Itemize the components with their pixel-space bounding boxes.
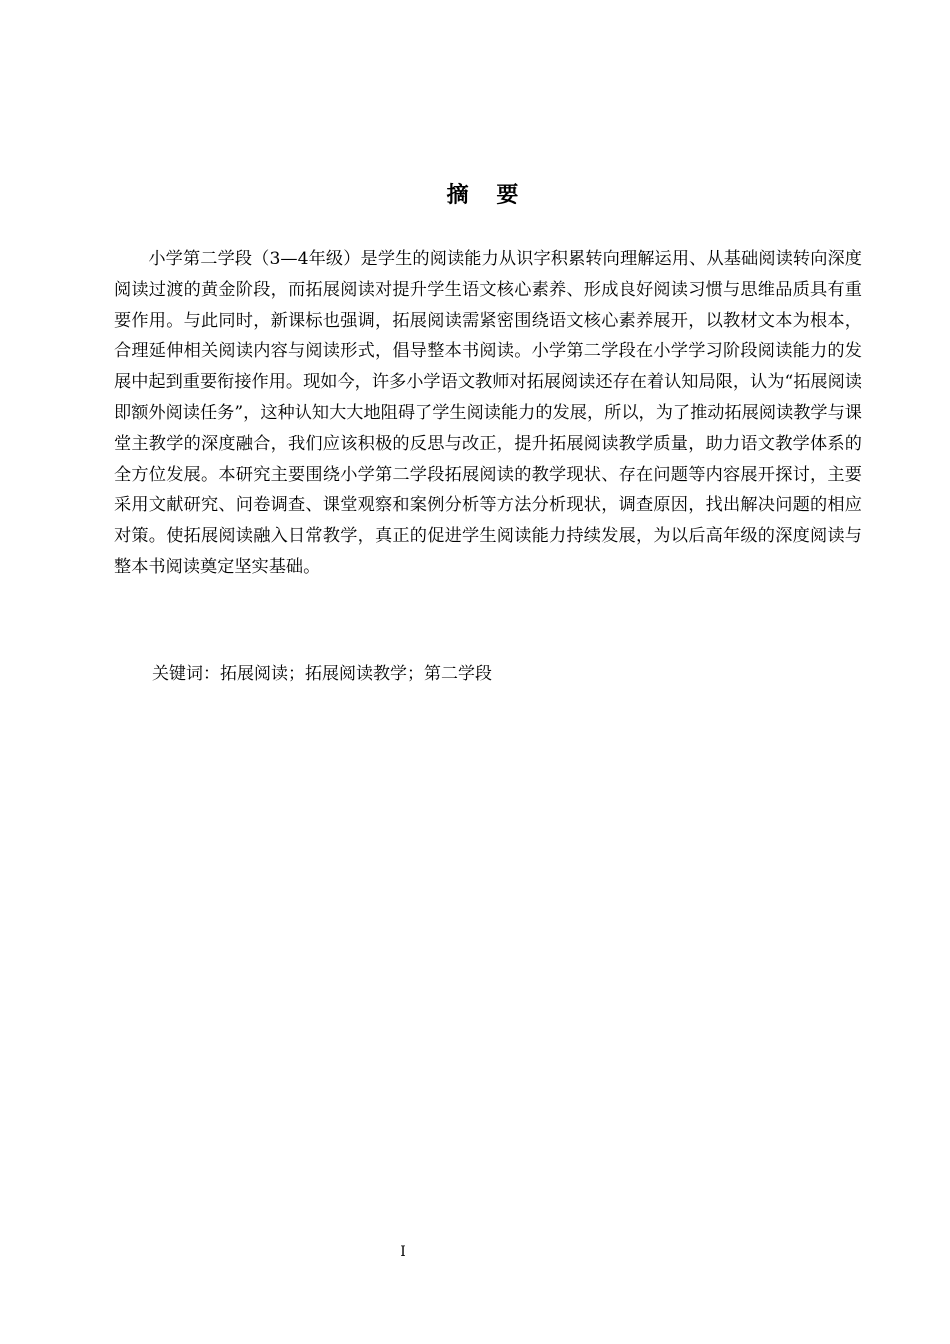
abstract-title: 摘 要 <box>446 182 529 208</box>
page-number: I <box>400 1244 406 1260</box>
keywords-label: 关键词： <box>152 664 220 684</box>
keywords-line <box>152 659 492 689</box>
keywords-list: 拓展阅读；拓展阅读教学；第二学段 <box>220 664 492 684</box>
abstract-body: 小学第二学段（3—4年级）是学生的阅读能力从识字积累转向理解运用、从基础阅读转向深度阅读过渡的黄金阶段，而拓展阅读对提升学生语文核心素养、形成良好阅读习惯与思维品质具有重要作用。与此同时，新课标也强调，拓展阅读需紧密围绕语文核心素养展开，以教材文本为根本，合理延伸相关阅读内容与阅读形式，倡导整本书阅读。小学第二学段在小学学习阶段阅读能力的发展中起到重要衔接作用。现如今，许多小学语文教师对拓展阅读还存在着认知局限，认为“拓展阅读即额外阅读任务”，这种认知大大地阻碍了学生阅读能力的发展，所以，为了推动拓展阅读教学与课堂主教学的深度融合，我们应该积极的反思与改正，提升拓展阅读教学质量，助力语文教学体系的全方位发展。本研究主要围绕小学第二学段拓展阅读的教学现状、存在问题等内容展开探讨，主要采用文献研究、问卷调查、课堂观察和案例分析等方法分析现状，调查原因，找出解决问题的相应对策。使拓展阅读融入日常教学，真正的促进学生阅读能力持续发展，为以后高年级的深度阅读与整本书阅读奠定坚实基础。 <box>114 249 862 577</box>
